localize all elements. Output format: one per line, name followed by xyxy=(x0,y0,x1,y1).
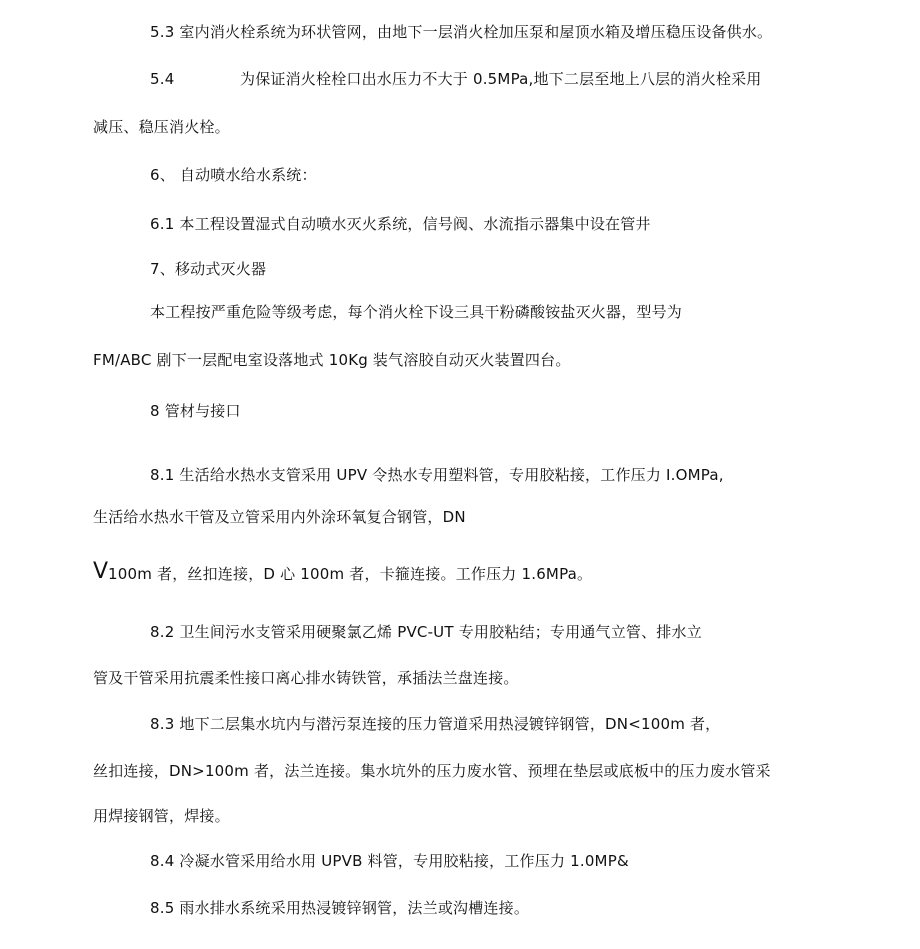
section-number-5-4: 5.4 xyxy=(150,70,175,88)
paragraph-5-3: 5.3 室内消火栓系统为环状管网，由地下一层消火栓加压泵和屋顶水箱及增压稳压设备供水。 xyxy=(150,23,773,41)
paragraph-8-3-cont: 丝扣连接，DN>100m 者，法兰连接。集水坑外的压力废水管、预埋在垫层或底板中的压力废水管采 xyxy=(93,762,771,780)
paragraph-6-1: 6.1 本工程设置湿式自动喷水灭火系统，信号阀、水流指示器集中设在管井 xyxy=(150,215,651,233)
paragraph-7-cont: FM/ABC 剧下一层配电室设落地式 10Kg 装气溶胶自动灭火装置四台。 xyxy=(93,351,571,369)
paragraph-5-4-cont: 减压、稳压消火栓。 xyxy=(93,118,230,136)
heading-8: 8 管材与接口 xyxy=(150,402,241,420)
paragraph-8-1: 8.1 生活给水热水支管采用 UPV 令热水专用塑料管，专用胶粘接，工作压力 I.OMPa, xyxy=(150,466,724,484)
paragraph-8-4: 8.4 冷凝水管采用给水用 UPVB 料管，专用胶粘接，工作压力 1.0MP& xyxy=(150,852,629,870)
heading-6: 6、 自动喷水给水系统： xyxy=(150,166,317,184)
paragraph-8-1-cont: 生活给水热水干管及立管采用内外涂环氧复合钢管，DN xyxy=(93,508,466,526)
paragraph-7: 本工程按严重危险等级考虑，每个消火栓下设三具干粉磷酸铵盐灭火器，型号为 xyxy=(150,303,683,321)
paragraph-8-2-cont: 管及干管采用抗震柔性接口离心排水铸铁管，承插法兰盘连接。 xyxy=(93,669,519,687)
paragraph-8-1-cont2: 100m 者，丝扣连接，D 心 100m 者，卡箍连接。工作压力 1.6MPa。 xyxy=(108,565,593,583)
large-v-glyph: V xyxy=(93,559,109,584)
heading-7: 7、移动式灭火器 xyxy=(150,260,267,278)
paragraph-8-2: 8.2 卫生间污水支管采用硬聚氯乙烯 PVC-UT 专用胶粘结；专用通气立管、排水立 xyxy=(150,623,702,641)
paragraph-8-5: 8.5 雨水排水系统采用热浸镀锌钢管，法兰或沟槽连接。 xyxy=(150,899,530,917)
paragraph-5-4: 为保证消火栓栓口出水压力不大于 0.5MPa,地下二层至地上八层的消火栓采用 xyxy=(240,70,762,88)
paragraph-8-3: 8.3 地下二层集水坑内与潜污泵连接的压力管道采用热浸镀锌钢管，DN<100m 者， xyxy=(150,715,721,733)
paragraph-8-3-cont2: 用焊接钢管，焊接。 xyxy=(93,807,230,825)
